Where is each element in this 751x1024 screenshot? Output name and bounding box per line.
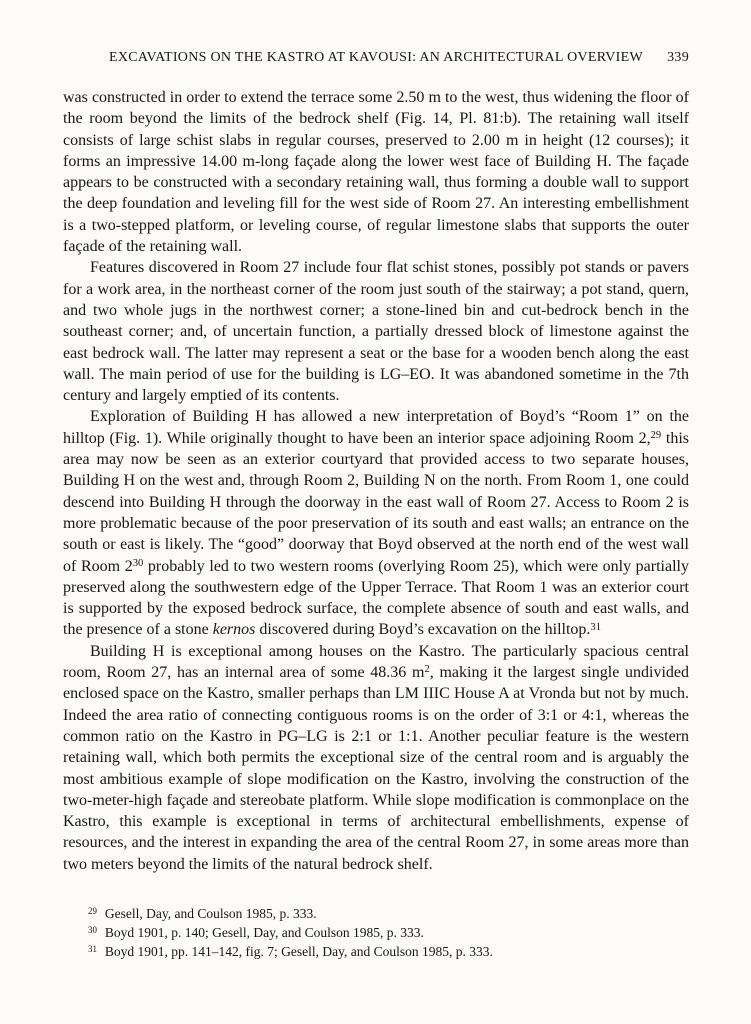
paragraph: Features discovered in Room 27 include four flat schist stones, possibly pot stands or pavers for a work area, in the northeast corner of the room just south of the stairway; a pot stand, quern, and two whole jugs in the northwest corner; a stone-lined bin and cut-bedrock bench in the southeast corner; and, of uncertain function, a partially dressed block of limestone against the east bedrock wall. The latter may represent a seat or the base for a wooden bench along the east wall. The main period of use for the building is LG–EO. It was abandoned sometime in the 7th century and largely emptied of its contents. bbox=[63, 259, 689, 405]
superscript: 31 bbox=[590, 621, 601, 633]
footnote-number: 29 bbox=[88, 905, 97, 916]
superscript: 29 bbox=[650, 430, 662, 441]
body-paragraphs bbox=[63, 87, 689, 875]
page-number: 339 bbox=[667, 50, 689, 65]
italic-term: kernos bbox=[212, 621, 256, 639]
paragraph: Building H is exceptional among houses on the Kastro. The particularly spacious central room, Room 27, has an internal area of some 48.36 $m^2$, making it the largest single undivided enclosed space on the Kastro, smaller perhaps than LM IIIC House A at Vronda but not by much. Indeed the area ratio of connecting contiguous rooms is on the order of 3:1 or 4:1, whereas the common ratio on the Kastro in PG–LG is 2:1 or 1:1. Another peculiar feature is the western retaining wall, which both permits the exceptional size of the central room and is arguably the most ambitious example of slope modification on the Kastro, involving the construction of the two-meter-high façade and stereobate platform. While slope modification is commonplace on the Kastro, this example is exceptional in terms of architectural embellishments, expense of resources, and the interest in expanding the area of the central Room 27, in some areas more than two meters beyond the limits of the natural bedrock shelf. bbox=[63, 642, 690, 873]
paragraph: was constructed in order to extend the terrace some 2.50 m to the west, thus widening the floor of the room beyond the limits of the bedrock shelf (Fig. 14, Pl. 81:b). The retaining wall itself consists of large schist slabs in regular courses, preserved to 2.00 m in height (12 courses); it forms an impressive 14.00 m-long façade along the lower west face of Building H. The façade appears to be constructed with a secondary retaining wall, thus forming a double wall to support the deep foundation and leveling fill for the west side of Room 27. An interesting embellishment is a two-stepped platform, or leveling course, of regular limestone slabs that supports the outer façade of the retaining wall. bbox=[63, 89, 689, 256]
running-head-title: EXCAVATIONS ON THE KASTRO AT KAVOUSI: AN ARCHITECTURAL OVERVIEW bbox=[109, 50, 643, 65]
footnote: $^{31}$ Boyd 1901, pp. 141–142, fig. 7; Gesell, Day, and Coulson 1985, p. 333. bbox=[88, 943, 493, 959]
footnotes bbox=[63, 904, 689, 961]
footnote: $^{30}$ Boyd 1901, p. 140; Gesell, Day, and Coulson 1985, p. 333. bbox=[88, 924, 424, 940]
superscript: 30 bbox=[132, 557, 144, 569]
footnote-number: 31 bbox=[88, 943, 97, 954]
superscript: 2 bbox=[424, 664, 430, 676]
paragraph: Exploration of Building H has allowed a new interpretation of Boyd’s “Room 1” on the hilltop (Fig. 1). While originally thought to have been an interior space adjoining Room 2,29 this area may now be seen as an exterior courtyard that provided access to two separate houses, Building H on the west and, through Room 2, Building N on the north. From Room 1, one could descend into Building H through the doorway in the east wall of Room 27. Access to Room 2 is more problematic because of the poor preservation of its south and east walls; an entrance on the south or east is likely. The “good” doorway that Boyd observed at the north end of the west wall of Room $2^{30}$ probably led to two western rooms (overlying Room 25), which were only partially preserved along the southwestern edge of the Upper Terrace. That Room 1 was an exterior court is supported by the exposed bedrock surface, the complete absence of south and east walls, and the presence of a stone kernos discovered during Boyd’s excavation on the hilltop.$^{31}$ bbox=[63, 408, 689, 639]
footnote: $^{29}$ Gesell, Day, and Coulson 1985, p. 333. bbox=[88, 905, 317, 921]
running-head bbox=[63, 50, 689, 66]
footnote-number: 30 bbox=[88, 924, 97, 935]
